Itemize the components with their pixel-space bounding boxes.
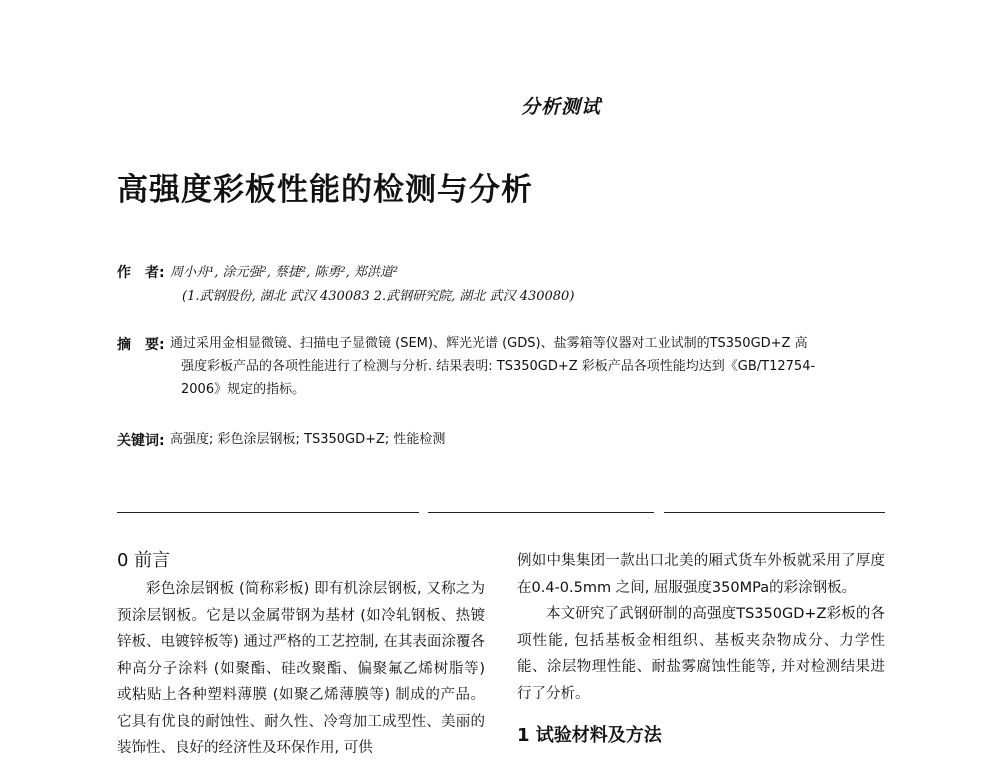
right-column [517,548,885,751]
divider-right [664,512,885,513]
section-tag: 分析测试 [521,96,602,118]
keywords-label: 关键词: [117,433,165,449]
section-spacer [517,707,885,723]
authors-list: 周小舟¹, 涂元强², 蔡捷², 陈勇², 郑洪道² [170,265,399,280]
keywords: 高强度; 彩色涂层钢板; TS350GD+Z; 性能检测 [170,432,446,447]
section-0-heading: 0 前言 [117,550,171,571]
section-1-heading: 1 试验材料及方法 [517,725,662,746]
section-0-paragraph: 彩色涂层钢板 (简称彩板) 即有机涂层钢板, 又称之为预涂层钢板。它是以金属带钢为基材 (如冷轧钢板、热镀锌板、电镀锌板等) 通过严格的工艺控制, 在其表面涂覆各种高分子涂料 (如聚酯、硅改聚酯、偏聚氟乙烯树脂等) 或粘贴上各种塑料薄膜 (如聚乙烯薄膜等) 制成的产品。它具有优良的耐蚀性、耐久性、冷弯加工成型性、美丽的装饰性、良好的经济性及环保作用, 可供 [117,581,485,756]
divider-left [117,512,419,513]
abstract-line-2: 强度彩板产品的各项性能进行了检测与分析. 结果表明: TS350GD+Z 彩板产品各项性能均达到《GB/T12754- [181,359,816,374]
abstract-label: 摘 要: [117,337,165,353]
abstract-line-1: 通过采用金相显微镜、扫描电子显微镜 (SEM)、辉光光谱 (GDS)、盐雾箱等仪器对工业试制的TS350GD+Z 高 [170,336,808,351]
authors-label: 作 者: [117,265,165,281]
right-paragraph-2: 本文研究了武钢研制的高强度TS350GD+Z彩板的各项性能, 包括基板金相组织、基板夹杂物成分、力学性能、涂层物理性能、耐盐雾腐蚀性能等, 并对检测结果进行了分析。 [517,606,885,702]
abstract [170,332,885,401]
affiliations: (1.武钢股份, 湖北 武汉 430083 2.武钢研究院, 湖北 武汉 430080) [182,289,575,304]
article-title: 高强度彩板性能的检测与分析 [117,172,533,208]
abstract-line-3: 2006》规定的指标。 [181,382,306,397]
right-paragraph-1: 例如中集集团一款出口北美的厢式货车外板就采用了厚度在0.4-0.5mm 之间, 屈服强度350MPa的彩涂钢板。 [517,553,885,596]
divider-middle [428,512,654,513]
left-column [117,548,485,762]
